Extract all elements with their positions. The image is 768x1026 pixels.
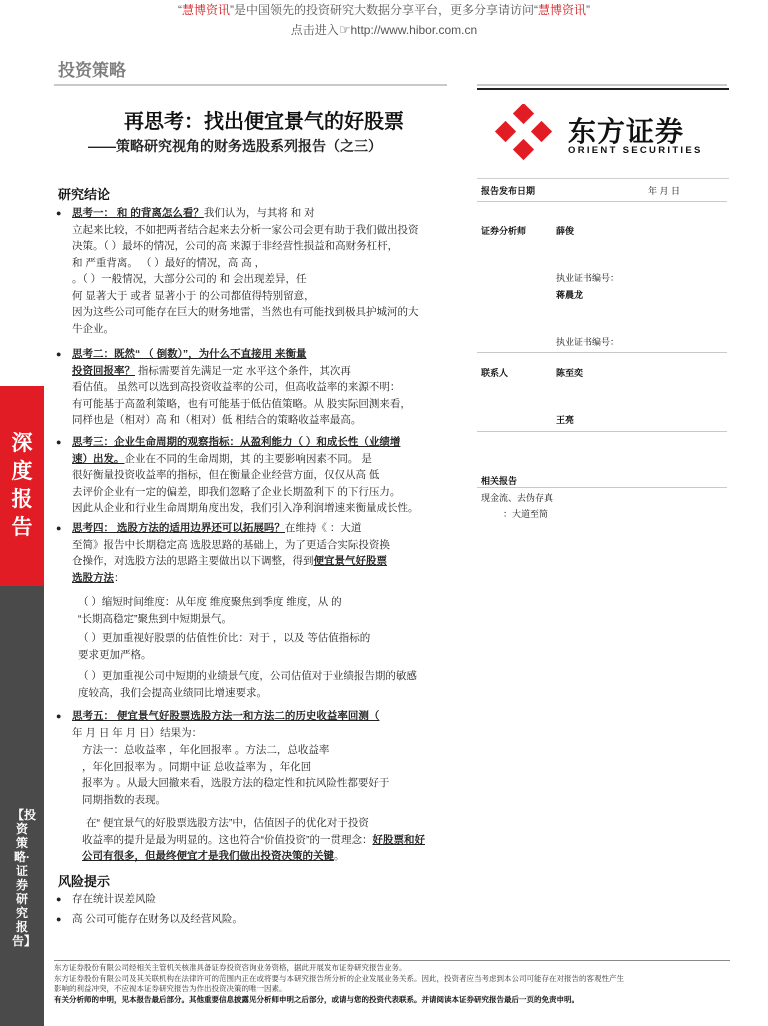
divider [477,352,727,353]
bullet-icon: ● [56,523,62,533]
bullet-icon: ● [56,208,62,218]
logo-text-en: ORIENT SECURITIES [568,145,703,156]
sidebar-title: 深度报告 [11,432,33,539]
point-5-conclusion: 在“ 便宜景气的好股票选股方法”中，估值因子的优化对于投资 收益率的提升是最为明显的。这也符合“价值投资”的一贯理念：好股票和好 公司有很多，但最终便宜才是我们做出投资决策的关键。 [82,817,425,862]
contact-label: 联系人 [481,368,509,378]
analyst-label: 证券分析师 [481,226,527,236]
report-subtitle: ——策略研究视角的财务选股系列报告（之三） [88,138,382,154]
point-3: ● 思考三：企业生命周期的观察指标：从盈利能力（ ）和成长性（业绩增 速）出发。企业在不同的生命周期，其 的主要影响因素不同。 是 很好衡量投资收益率的指标，但在衡量企业经营方面，仅仅从高 低 去评价企业有一定的偏差，即我们忽略了企业长期盈利下 的下行压力。 因此从企业和行业生命周期角度出发，我们引入净利润增速来衡量成长性。 [56,436,419,514]
bullet-icon: ● [56,349,62,359]
bullet-icon: ● [56,437,62,447]
bullet-icon: ● [56,894,62,904]
sidebar-subtitle: 【投资策略·证券研究报告】 [12,808,37,948]
bullet-icon: ● [56,913,62,924]
divider [54,84,447,86]
bullet-icon: ● [56,711,62,721]
point-2: ● 思考二：既然“ （ 倒数）”，为什么不直接用 来衡量 投资回报率？ 指标需要首先满足一定 水平这个条件，其次再 看估值。 虽然可以选到高投资收益率的公司，但高收益率的来源不明： 有可能基于高盈利策略，也有可能基于低估值策略。从 股实际回测来看， 同样也是（相对）高 和（相对）低 相结合的策略收益率最高。 [56,348,411,426]
point-1-heading: 思考一： 和 的背离怎么看？ [72,207,204,219]
hibor-url-link[interactable]: http://www.hibor.com.cn [350,23,478,37]
section-risk: 风险提示 [58,874,111,889]
cert-label: 执业证书编号： [556,273,620,283]
brand-link-2[interactable]: 慧博资讯 [538,3,587,17]
pointer-hand-icon: ☞ [338,22,351,37]
analyst-name: 蒋晨龙 [556,290,584,300]
related-label: 相关报告 [481,476,518,486]
point-2-heading: 思考二：既然“ （ 倒数）”，为什么不直接用 来衡量 [72,348,307,360]
contact-name: 陈至奕 [556,368,584,378]
footer-divider [54,960,730,961]
related-report-link[interactable]: ：大道至简 [503,509,549,519]
contact-name: 王亮 [556,415,575,425]
date-label: 报告发布日期 [481,186,536,196]
point-5: ● 思考五： 便宜景气好股票选股方法一和方法二的历史收益率回测（ 年 月 日 年 月 日）结果为： [56,710,380,739]
sub-point-2: （ ）更加重视好股票的估值性价比：对于 ，以及 等估值指标的 要求更加严格。 [78,632,371,661]
point-4: ● 思考四： 选股方法的适用边界还可以拓展吗？在维持《 ：大道 至简》报告中长期稳定高 选股思路的基础上，为了更适合实际投资换 仓操作，对选股方法的思路主要做出以下调整，得到便宜景气好股票 选股方法： [56,522,390,584]
report-title: 再思考：找出便宜景气的好股票 [124,111,404,133]
divider [477,201,727,202]
sub-point-1: （ ）缩短时间维度：从年度 维度聚焦到季度 维度，从 的 “长期高稳定”聚焦到中短期景气。 [78,596,342,625]
analyst-name: 薛俊 [556,226,575,236]
related-report-link[interactable]: 现金流、去伪存真 [481,493,554,503]
point-1: ● 思考一： 和 的背离怎么看？我们认为，与其将 和 对 立起来比较，不如把两者结合起来去分析一家公司会更有助于我们做出投资 决策。（ ）最坏的情况，公司的高 来源于非经营性损益和高财务杠杆， 和 严重背离。 （ ）最好的情况，高 高 ， 。（ ）一般情况，大部分公司的 和 会出现差异，任 何 显著大于 或者 显著小于 的公司都值得特别留意， 因为这些公司可能存在巨大的财务地雷，当然也有可能找到极具护城河的大 牛企业。 [56,207,419,335]
risk-item: 存在统计误差风险 [72,893,156,905]
section-conclusion: 研究结论 [58,187,111,202]
divider [477,84,727,86]
top-banner: “慧博资讯”是中国领先的投资研究大数据分享平台，更多分享请访问“慧博资讯” [177,3,591,17]
point-5-heading: 思考五： 便宜景气好股票选股方法一和方法二的历史收益率回测（ [72,710,380,722]
footer-disclaimer: 东方证券股份有限公司经相关主管机关核准具备证券投资咨询业务资格，据此开展发布证券研究报告业务。 东方证券股份有限公司及其关联机构在法律许可的范围内正在或将要与本研究报告所分析的企业发展业务关系。因此，投资者应当考虑到本公司可能存在对报告的客观性产生 影响的利益冲突，不应视本证券研究报告为作出投资决策的唯一因素。 有关分析师的申明，见本报告最后部分。其他重要信息披露见分析师申明之后部分，或请与您的投资代表联系。并请阅读本证券研究报告最后一页的免责申明。 [54,963,624,1004]
sidebar-gray-block [0,586,44,1026]
point-4-heading: 思考四： 选股方法的适用边界还可以拓展吗？ [72,522,285,534]
sub-point-3: （ ）更加重视公司中短期的业绩景气度，公司估值对于业绩报告期的敏感 度较高，我们会提高业绩同比增速要求。 [78,670,417,699]
banner-link-line: 点击进入☞http://www.hibor.com.cn [290,22,478,37]
divider [477,431,727,432]
orient-logo-icon [494,104,554,164]
brand-link[interactable]: 慧博资讯 [181,3,230,17]
point-3-heading: 思考三：企业生命周期的观察指标：从盈利能力（ ）和成长性（业绩增 [72,436,401,448]
logo-text-cn: 东方证券 [568,116,685,147]
point-5-results: 方法一：总收益率 ，年化回报率 。方法二，总收益率 ，年化回报率为 。同期中证 总收益率为 ，年化回 报率为 。从最大回撤来看，选股方法的稳定性和抗风险性都要好于 同期指数的表现。 [82,744,390,806]
risk-item: 高 公司可能存在财务以及经营风险。 [72,912,243,925]
risk-list [56,891,460,927]
cert-label: 执业证书编号： [556,337,620,347]
date-value: 年 月 日 [648,186,681,196]
divider [477,487,727,488]
report-category: 投资策略 [58,61,126,80]
